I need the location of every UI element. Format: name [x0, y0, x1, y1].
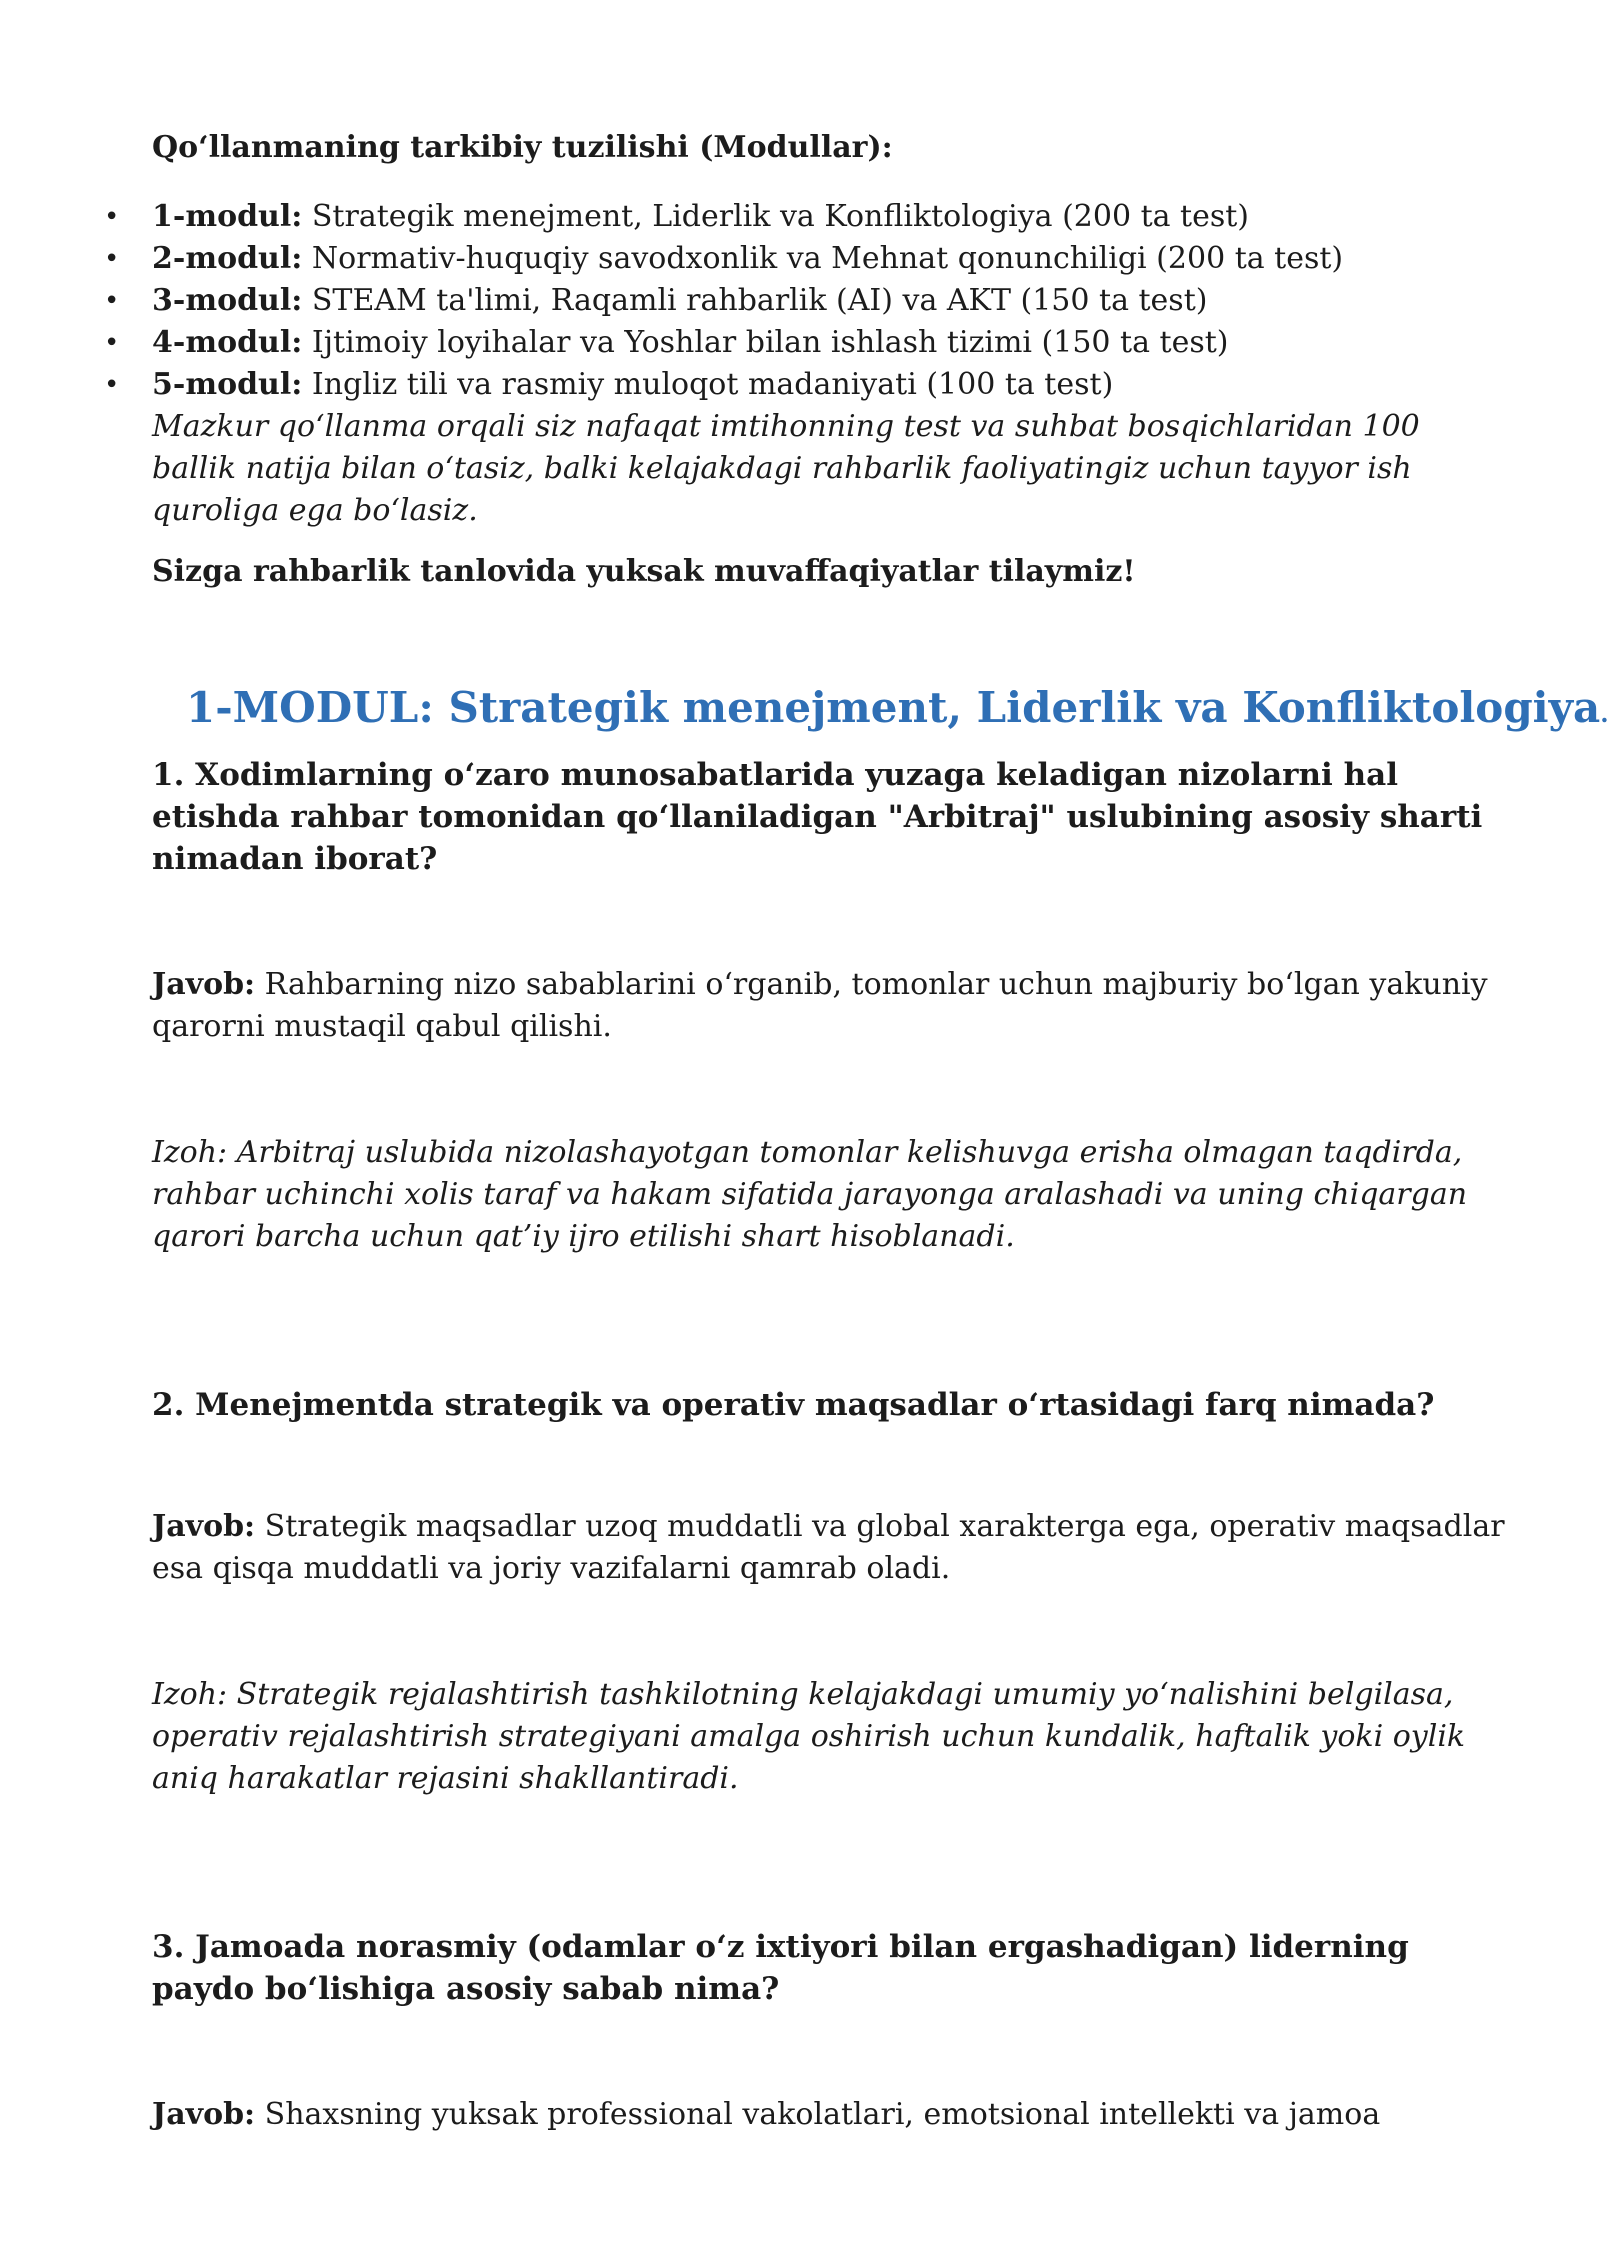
list-item — [104, 238, 1512, 280]
closing-wish: Sizga rahbarlik tanlovida yuksak muvaffaqiyatlar tilaymiz! — [152, 554, 1136, 589]
module-text: Ijtimoiy loyihalar va Yoshlar bilan ishlash tizimi (150 ta test) — [302, 325, 1229, 360]
note-1: Izoh: Arbitraj uslubida nizolashayotgan tomonlar kelishuvga erisha olmagan taqdirda, rahbar uchinchi xolis taraf va hakam sifatida jarayonga aralashadi va uning chiqargan qarori barcha uchun qat’iy ijro etilishi shart hisoblanadi. — [152, 1135, 1468, 1254]
module-text: Normativ-huquqiy savodxonlik va Mehnat qonunchiligi (200 ta test) — [302, 241, 1344, 276]
question-2: 2. Menejmentda strategik va operativ maqsadlar o‘rtasidagi farq nimada? — [152, 1387, 1435, 1423]
module-text: Strategik menejment, Liderlik va Konfliktologiya (200 ta test) — [302, 199, 1250, 234]
bullet-icon: • — [104, 328, 120, 358]
module-label: 4-modul: — [152, 325, 303, 360]
bullet-icon: • — [104, 244, 120, 274]
list-item — [104, 280, 1512, 322]
module-label: 5-modul: — [152, 367, 303, 402]
answer-2 — [152, 1506, 1512, 1590]
note-2: Izoh: Strategik rejalashtirish tashkilotning kelajakdagi umumiy yo‘nalishini belgilasa, operativ rejalashtirish strategiyani amalga oshirish uchun kundalik, haftalik yoki oylik aniq harakatlar rejasini shakllantiradi. — [152, 1677, 1466, 1796]
bullet-icon: • — [104, 286, 120, 316]
answer-label: Javob: — [152, 2097, 256, 2132]
list-item — [104, 196, 1512, 238]
answer-label: Javob: — [152, 967, 256, 1002]
answer-3 — [152, 2094, 1512, 2136]
answer-1 — [152, 964, 1512, 1048]
intro-note: Mazkur qo‘llanma orqali siz nafaqat imtihonning test va suhbat bosqichlaridan 100 ballik natija bilan o‘tasiz, balki kelajakdagi rahbarlik faoliyatingiz uchun tayyor ish quroliga ega bo‘lasiz. — [152, 409, 1420, 528]
question-3: 3. Jamoada norasmiy (odamlar o‘z ixtiyori bilan ergashadigan) liderning paydo bo‘lishiga asosiy sabab nima? — [152, 1929, 1409, 2007]
intro-heading: Qo‘llanmaning tarkibiy tuzilishi (Modullar): — [152, 130, 893, 165]
question-1: 1. Xodimlarning o‘zaro munosabatlarida yuzaga keladigan nizolarni hal etishda rahbar tomonidan qo‘llaniladigan "Arbitraj" uslubining asosiy sharti nimadan iborat? — [152, 757, 1483, 877]
module-text: STEAM ta'limi, Raqamli rahbarlik (AI) va AKT (150 ta test) — [302, 283, 1208, 318]
answer-text: Shaxsning yuksak professional vakolatlari, emotsional intellekti va jamoa — [255, 2097, 1381, 2132]
bullet-icon: • — [104, 370, 120, 400]
answer-text: Strategik maqsadlar uzoq muddatli va global xarakterga ega, operativ maqsadlar esa qisqa muddatli va joriy vazifalarni qamrab oladi. — [152, 1509, 1505, 1586]
answer-label: Javob: — [152, 1509, 256, 1544]
module-title-text: 1-MODUL: Strategik menejment, Liderlik va Konfliktologiya — [186, 683, 1601, 732]
module-title — [186, 680, 1609, 742]
bullet-icon: • — [104, 202, 120, 232]
answer-text: Rahbarning nizo sabablarini o‘rganib, tomonlar uchun majburiy bo‘lgan yakuniy qarorni mustaqil qabul qilishi. — [152, 967, 1488, 1044]
list-item — [104, 322, 1512, 364]
module-label: 2-modul: — [152, 241, 303, 276]
module-label: 3-modul: — [152, 283, 303, 318]
module-label: 1-modul: — [152, 199, 303, 234]
module-list — [104, 196, 1512, 406]
module-text: Ingliz tili va rasmiy muloqot madaniyati (100 ta test) — [302, 367, 1114, 402]
module-title-dot: . — [1600, 699, 1609, 728]
list-item — [104, 364, 1512, 406]
